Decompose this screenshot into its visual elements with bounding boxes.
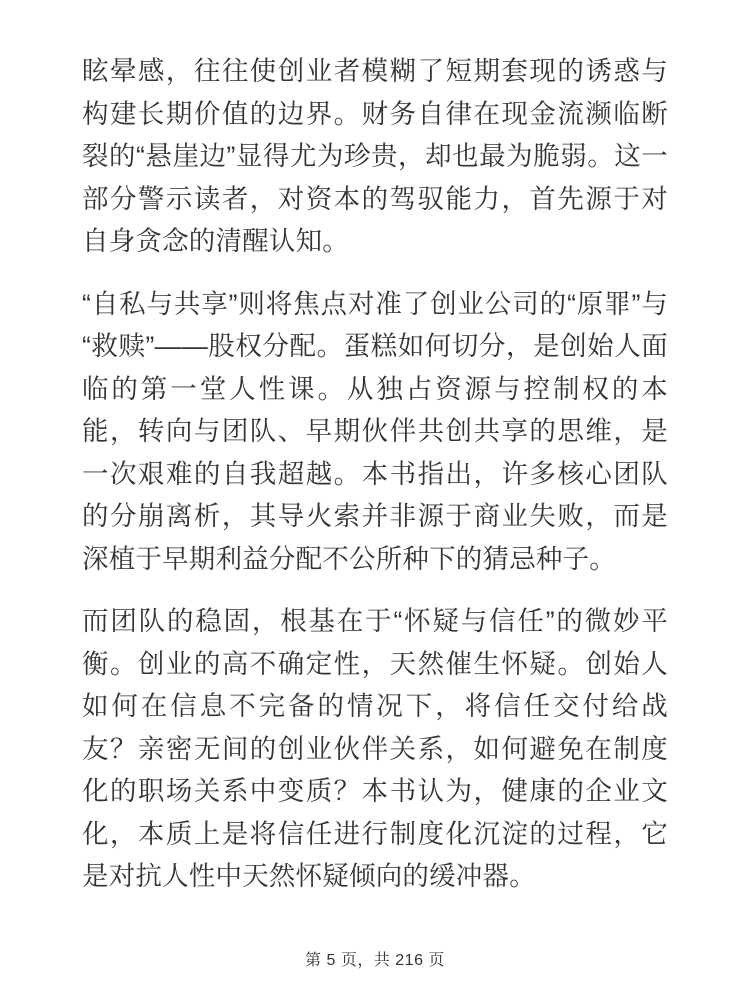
paragraph-3: 而团队的稳固，根基在于“怀疑与信任”的微妙平衡。创业的高不确定性，天然催生怀疑。创始人如何在信息不完备的情况下，将信任交付给战友？亲密无间的创业伙伴关系，如何避免在制度化的职场关系中变质？本书认为，健康的企业文化，本质上是将信任进行制度化沉淀的过程，它是对抗人性中天然怀疑倾向的缓冲器。 (82, 606, 668, 891)
page-footer (0, 947, 750, 970)
page-indicator: 第 5 页，共 216 页 (305, 952, 445, 969)
paragraph-1: 眩晕感，往往使创业者模糊了短期套现的诱惑与构建长期价值的边界。财务自律在现金流濒临断裂的“悬崖边”显得尤为珍贵，却也最为脆弱。这一部分警示读者，对资本的驾驭能力，首先源于对自身贪念的清醒认知。 (82, 56, 668, 256)
paragraph-2: “自私与共享”则将焦点对准了创业公司的“原罪”与“救赎”——股权分配。蛋糕如何切分，是创始人面临的第一堂人性课。从独占资源与控制权的本能，转向与团队、早期伙伴共创共享的思维，是一次艰难的自我超越。本书指出，许多核心团队的分崩离析，其导火索并非源于商业失败，而是深植于早期利益分配不公所种下的猜忌种子。 (82, 288, 668, 574)
